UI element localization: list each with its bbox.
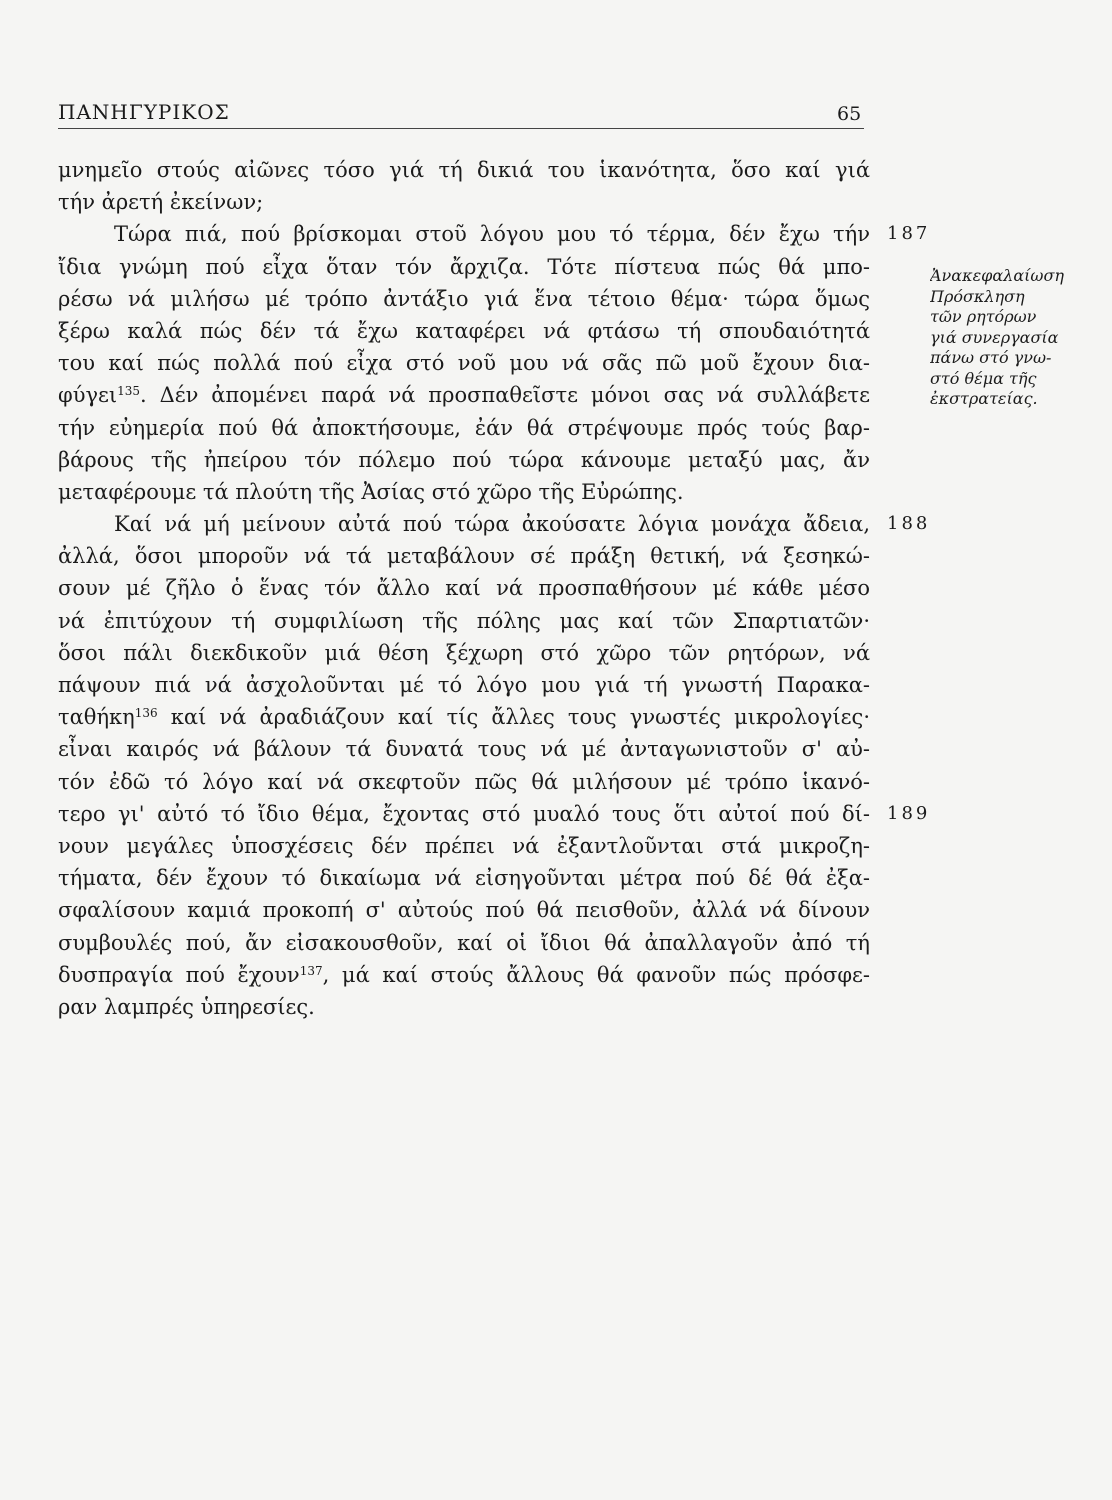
line-text: νά ἐπιτύχουν τή συμφιλίωση τῆς πόλης μας καί τῶν Σπαρτιατῶν· xyxy=(58,608,870,633)
text-line xyxy=(58,572,870,604)
text-line xyxy=(58,508,870,540)
text-line xyxy=(58,154,870,186)
text-line xyxy=(58,412,870,444)
line-text: δυσπραγία πού ἔχουν xyxy=(58,962,300,987)
text-line xyxy=(58,347,870,379)
line-text: καί νά ἀραδιάζουν καί τίς ἄλλες τους γνωστές μικρολογίες· xyxy=(157,705,870,730)
line-text: του καί πώς πολλά πού εἶχα στό νοῦ μου νά σᾶς πῶ μοῦ ἔχουν δια- xyxy=(58,351,870,376)
margin-note-line: γιά συνεργασία xyxy=(930,327,1059,347)
line-text: ραν λαμπρές ὑπηρεσίες. xyxy=(58,994,315,1019)
body-text xyxy=(58,154,870,1023)
running-title: ΠΑΝΗΓΥΡΙΚΟΣ xyxy=(58,100,230,124)
line-text: ἀλλά, ὅσοι μποροῦν νά τά μεταβάλουν σέ πράξη θετική, νά ξεσηκώ- xyxy=(58,544,870,569)
text-line xyxy=(58,444,870,476)
text-line xyxy=(58,637,870,669)
text-line xyxy=(58,379,870,411)
text-line xyxy=(58,862,870,894)
text-line xyxy=(58,218,870,250)
line-text: ὅσοι πάλι διεκδικοῦν μιά θέση ξέχωρη στό χῶρο τῶν ρητόρων, νά xyxy=(58,640,870,665)
footnote-marker: 137 xyxy=(299,963,323,978)
text-line xyxy=(58,927,870,959)
margin-note xyxy=(930,266,1112,410)
section-number: 188 xyxy=(887,513,931,535)
line-text: τήματα, δέν ἔχουν τό δικαίωμα νά εἰσηγοῦνται μέτρα πού δέ θά ἐξα- xyxy=(58,866,870,891)
margin-note-line: Ἀνακεφαλαίωση xyxy=(930,266,1064,285)
line-text: τερο γι' αὐτό τό ἴδιο θέμα, ἔχοντας στό μυαλό τους ὅτι αὐτοί πού δί- xyxy=(58,801,870,826)
line-text: ξέρω καλά πώς δέν τά ἔχω καταφέρει νά φτάσω τή σπουδαιότητά xyxy=(58,318,870,343)
text-line xyxy=(58,701,870,733)
text-line xyxy=(58,315,870,347)
text-line xyxy=(58,733,870,765)
section-number: 187 xyxy=(887,223,931,245)
text-line xyxy=(58,669,870,701)
line-text: . Δέν ἀπομένει παρά νά προσπαθεῖστε μόνοι σας νά συλλάβετε xyxy=(140,383,870,408)
section-number: 189 xyxy=(887,803,931,824)
line-text: σφαλίσουν καμιά προκοπή σ' αὐτούς πού θά πεισθοῦν, ἀλλά νά δίνουν xyxy=(58,898,870,923)
text-line xyxy=(58,959,870,991)
margin-note-line: τῶν ρητόρων xyxy=(930,307,1037,326)
paragraph xyxy=(58,218,870,508)
line-text: μνημεῖο στούς αἰῶνες τόσο γιά τή δικιά του ἱκανότητα, ὅσο καί γιά xyxy=(58,158,870,182)
line-text: πάψουν πιά νά ἀσχολοῦνται μέ τό λόγο μου γιά τή γνωστή Παρακα- xyxy=(58,673,870,697)
text-line xyxy=(58,476,870,508)
line-text: μεταφέρουμε τά πλούτη τῆς Ἀσίας στό χῶρο τῆς Εὐρώπης. xyxy=(58,479,684,504)
line-text: ἴδια γνώμη πού εἶχα ὅταν τόν ἄρχιζα. Τότε πίστευα πώς θά μπο- xyxy=(58,254,870,279)
margin-note-line: Πρόσκληση xyxy=(930,286,1025,306)
line-text: τόν ἐδῶ τό λόγο καί νά σκεφτοῦν πῶς θά μιλήσουν μέ τρόπο ἱκανό- xyxy=(58,769,870,794)
text-line xyxy=(58,283,870,315)
footnote-marker: 135 xyxy=(117,384,141,399)
text-line xyxy=(58,830,870,862)
header-rule xyxy=(58,128,864,129)
margin-note-line: στό θέμα τῆς xyxy=(930,368,1037,388)
line-text: Καί νά μή μείνουν αὐτά πού τώρα ἀκούσατε λόγια μονάχα ἄδεια, xyxy=(114,512,870,537)
line-text: τήν εὐημερία πού θά ἀποκτήσουμε, ἐάν θά στρέψουμε πρός τούς βαρ- xyxy=(58,415,870,440)
line-text: ταθήκη xyxy=(58,705,135,730)
footnote-marker: 136 xyxy=(134,706,158,721)
line-text: τήν ἀρετή ἐκείνων; xyxy=(58,190,264,215)
text-line xyxy=(58,186,870,218)
line-text: φύγει xyxy=(58,383,118,408)
text-line xyxy=(58,540,870,572)
text-line xyxy=(58,894,870,926)
paragraph xyxy=(58,154,870,218)
text-line xyxy=(58,766,870,798)
line-text: Τώρα πιά, πού βρίσκομαι στοῦ λόγου μου τό τέρμα, δέν ἔχω τήν xyxy=(114,222,870,247)
line-text: εἶναι καιρός νά βάλουν τά δυνατά τους νά μέ ἀνταγωνιστοῦν σ' αὐ- xyxy=(58,737,870,762)
paragraph xyxy=(58,508,870,1023)
text-line xyxy=(58,605,870,637)
margin-note-line: ἐκστρατείας. xyxy=(930,389,1038,408)
line-text: , μά καί στούς ἄλλους θά φανοῦν πώς πρόσφε- xyxy=(322,962,870,987)
line-text: βάρους τῆς ἠπείρου τόν πόλεμο πού τώρα κάνουμε μεταξύ μας, ἄν xyxy=(58,447,870,472)
line-text: νουν μεγάλες ὑποσχέσεις δέν πρέπει νά ἐξαντλοῦνται στά μικροζη- xyxy=(58,833,870,858)
text-line xyxy=(58,991,870,1023)
margin-note-line: πάνω στό γνω- xyxy=(930,348,1052,367)
line-text: σουν μέ ζῆλο ὁ ἕνας τόν ἄλλο καί νά προσπαθήσουν μέ κάθε μέσο xyxy=(58,576,870,601)
line-text: συμβουλές πού, ἄν εἰσακουσθοῦν, καί οἱ ἴδιοι θά ἀπαλλαγοῦν ἀπό τή xyxy=(58,930,870,955)
page-number: 65 xyxy=(837,103,862,125)
text-line xyxy=(58,251,870,283)
text-line xyxy=(58,798,870,830)
line-text: ρέσω νά μιλήσω μέ τρόπο ἀντάξιο γιά ἕνα τέτοιο θέμα· τώρα ὅμως xyxy=(58,286,870,311)
